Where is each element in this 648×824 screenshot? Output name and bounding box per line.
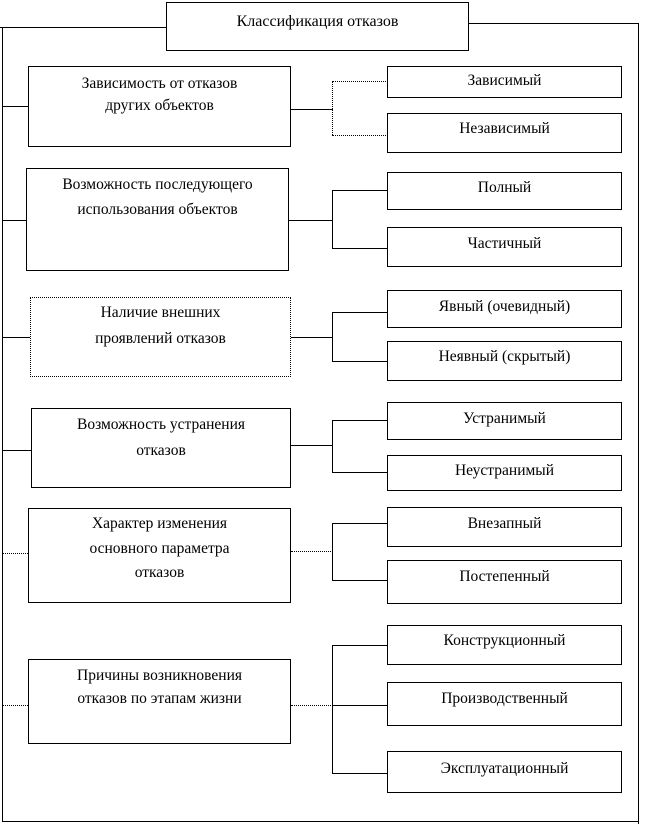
criterion-line: отказов по этапам жизни bbox=[77, 690, 242, 707]
type-label: Неустранимый bbox=[454, 462, 555, 479]
criterion-box bbox=[28, 66, 291, 147]
connector bbox=[332, 705, 388, 706]
type-box bbox=[387, 341, 622, 381]
type-label: Производственный bbox=[441, 690, 568, 707]
connector bbox=[332, 472, 388, 473]
connector bbox=[332, 773, 388, 774]
connector bbox=[2, 553, 28, 554]
connector bbox=[332, 361, 388, 362]
title-box bbox=[166, 2, 469, 51]
criterion-line: использования объектов bbox=[77, 201, 238, 218]
criterion-line: Причины возникновения bbox=[77, 667, 242, 684]
connector bbox=[291, 705, 333, 706]
type-box bbox=[387, 66, 622, 98]
connector bbox=[2, 450, 31, 451]
connector bbox=[332, 135, 388, 136]
connector bbox=[332, 312, 388, 313]
connector bbox=[291, 337, 333, 338]
connector bbox=[291, 445, 333, 446]
connector bbox=[291, 551, 333, 552]
main-trunk bbox=[2, 27, 3, 822]
type-box bbox=[387, 455, 622, 491]
connector bbox=[332, 523, 333, 580]
criterion-line: Характер изменения bbox=[91, 515, 228, 532]
type-label: Независимый bbox=[459, 120, 550, 137]
type-box bbox=[387, 682, 622, 726]
type-box bbox=[387, 172, 622, 210]
type-label: Частичный bbox=[467, 235, 542, 252]
connector bbox=[289, 220, 333, 221]
type-box bbox=[387, 227, 622, 267]
type-label: Конструкционный bbox=[443, 632, 566, 649]
connector bbox=[469, 23, 639, 24]
connector bbox=[332, 420, 388, 421]
criterion-line: Возможность устранения bbox=[76, 416, 246, 433]
type-label: Неявный (скрытый) bbox=[438, 348, 571, 365]
type-box bbox=[387, 290, 622, 328]
criterion-line: проявлений отказов bbox=[95, 330, 226, 347]
criterion-line: отказов bbox=[136, 442, 186, 459]
type-label: Полный bbox=[477, 179, 532, 196]
connector bbox=[2, 705, 28, 706]
type-box bbox=[387, 113, 622, 153]
criterion-line: Наличие внешних bbox=[100, 304, 221, 321]
criterion-line: основного параметра bbox=[89, 540, 230, 557]
connector bbox=[2, 220, 26, 221]
type-box bbox=[387, 402, 622, 440]
connector bbox=[332, 645, 333, 773]
connector bbox=[332, 81, 333, 135]
criterion-line: Возможность последующего bbox=[62, 176, 253, 193]
connector bbox=[638, 23, 639, 824]
type-label: Внезапный bbox=[467, 515, 542, 532]
criterion-line: других объектов bbox=[105, 97, 214, 114]
connector bbox=[332, 248, 388, 249]
type-box bbox=[387, 625, 622, 665]
criterion-box bbox=[31, 408, 291, 488]
type-label: Зависимый bbox=[467, 72, 542, 89]
connector bbox=[332, 645, 388, 646]
connector bbox=[2, 337, 30, 338]
connector bbox=[2, 106, 28, 107]
type-label: Эксплуатационный bbox=[440, 760, 569, 777]
connector bbox=[332, 523, 388, 524]
criterion-box bbox=[28, 508, 291, 603]
type-box bbox=[387, 751, 622, 793]
connector bbox=[332, 580, 388, 581]
connector bbox=[2, 821, 638, 822]
connector bbox=[332, 190, 388, 191]
criterion-box bbox=[28, 659, 291, 744]
connector bbox=[332, 312, 333, 361]
criterion-box bbox=[26, 168, 289, 271]
title-text: Классификация отказов bbox=[236, 13, 399, 30]
connector bbox=[332, 420, 333, 472]
type-label: Явный (очевидный) bbox=[438, 298, 571, 315]
type-box bbox=[387, 560, 622, 604]
connector bbox=[0, 27, 166, 28]
connector bbox=[332, 190, 333, 248]
type-label: Устранимый bbox=[463, 410, 546, 427]
connector bbox=[291, 109, 333, 110]
type-box bbox=[387, 507, 622, 547]
type-label: Постепенный bbox=[459, 568, 550, 585]
criterion-line: Зависимость от отказов bbox=[81, 75, 238, 92]
criterion-box bbox=[30, 297, 291, 377]
connector bbox=[332, 81, 388, 82]
criterion-line: отказов bbox=[134, 564, 185, 581]
